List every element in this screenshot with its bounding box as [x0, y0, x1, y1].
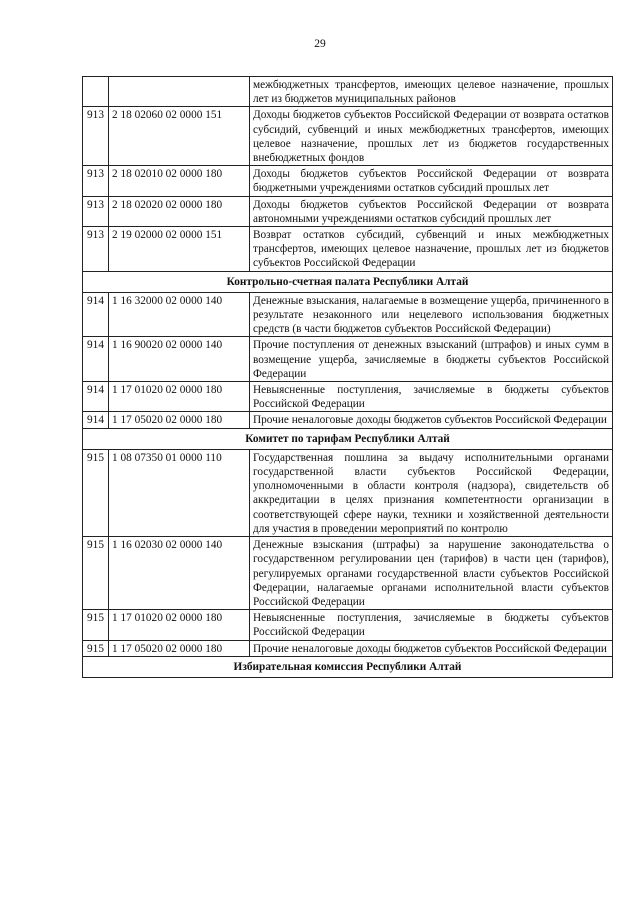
- income-name-cell: Доходы бюджетов субъектов Российской Федерации от возврата автономными учреждениями остатков субсидий прошлых лет: [250, 196, 613, 226]
- admin-code-cell: 913: [83, 227, 109, 272]
- budget-code-cell: 1 16 32000 02 0000 140: [109, 292, 250, 337]
- income-name-cell: Возврат остатков субсидий, субвенций и иных межбюджетных трансфертов, имеющих целевое назначение, прошлых лет из бюджетов субъектов Российской Федерации: [250, 227, 613, 272]
- budget-code-cell: 2 18 02010 02 0000 180: [109, 166, 250, 196]
- admin-code-cell: 914: [83, 292, 109, 337]
- section-header-row: [83, 271, 613, 292]
- table-row: [83, 610, 613, 640]
- income-name-cell: Доходы бюджетов субъектов Российской Федерации от возврата бюджетными учреждениями остатков субсидий прошлых лет: [250, 166, 613, 196]
- admin-code-cell: 915: [83, 449, 109, 536]
- budget-code-cell: 1 08 07350 01 0000 110: [109, 449, 250, 536]
- table-body: [83, 77, 613, 678]
- admin-code-cell: 914: [83, 412, 109, 428]
- table-row: [83, 337, 613, 382]
- table-row: [83, 227, 613, 272]
- table-row: [83, 412, 613, 428]
- income-name-cell: Прочие поступления от денежных взысканий (штрафов) и иных сумм в возмещение ущерба, зачисляемые в бюджеты субъектов Российской Федерации: [250, 337, 613, 382]
- budget-code-cell: 1 17 05020 02 0000 180: [109, 640, 250, 656]
- income-name-cell: Денежные взыскания, налагаемые в возмещение ущерба, причиненного в результате незаконного или нецелевого использования бюджетных средств (в части бюджетов субъектов Российской Федерации): [250, 292, 613, 337]
- table-row: [83, 77, 613, 107]
- admin-code-cell: 913: [83, 196, 109, 226]
- table-row: [83, 196, 613, 226]
- budget-code-cell: 1 16 02030 02 0000 140: [109, 537, 250, 610]
- income-name-cell: Прочие неналоговые доходы бюджетов субъектов Российской Федерации: [250, 640, 613, 656]
- table-row: [83, 382, 613, 412]
- admin-code-cell: 914: [83, 337, 109, 382]
- table-row: [83, 449, 613, 536]
- table-row: [83, 107, 613, 166]
- income-name-cell: Денежные взыскания (штрафы) за нарушение законодательства о государственном регулировании цен (тарифов) в части цен (тарифов), регулируемых органами государственной власти субъектов Российской Федерации, налагаемые органами исполнительной власти субъектов Российской Федерации: [250, 537, 613, 610]
- table-row: [83, 166, 613, 196]
- income-name-cell: Государственная пошлина за выдачу исполнительными органами государственной власти субъектов Российской Федерации, уполномоченными в области контроля (надзора), свидетельств об аккредитации в целях признания компетентности организации в соответствующей сфере науки, техники и хозяйственной деятельности для участия в проведении мероприятий по контролю: [250, 449, 613, 536]
- budget-code-cell: 2 18 02060 02 0000 151: [109, 107, 250, 166]
- budget-code-cell: 2 19 02000 02 0000 151: [109, 227, 250, 272]
- budget-code-cell: 2 18 02020 02 0000 180: [109, 196, 250, 226]
- section-header-row: [83, 656, 613, 677]
- admin-code-cell: 913: [83, 166, 109, 196]
- admin-code-cell: 915: [83, 640, 109, 656]
- income-name-cell: межбюджетных трансфертов, имеющих целевое назначение, прошлых лет из бюджетов муниципальных районов: [250, 77, 613, 107]
- table-row: [83, 292, 613, 337]
- section-title: Контрольно-счетная палата Республики Алтай: [83, 271, 613, 292]
- income-name-cell: Прочие неналоговые доходы бюджетов субъектов Российской Федерации: [250, 412, 613, 428]
- admin-code-cell: 915: [83, 537, 109, 610]
- budget-code-cell: 1 16 90020 02 0000 140: [109, 337, 250, 382]
- admin-code-cell: [83, 77, 109, 107]
- budget-code-cell: [109, 77, 250, 107]
- table-row: [83, 640, 613, 656]
- budget-classification-table: [82, 76, 613, 678]
- income-name-cell: Невыясненные поступления, зачисляемые в бюджеты субъектов Российской Федерации: [250, 610, 613, 640]
- admin-code-cell: 913: [83, 107, 109, 166]
- budget-code-cell: 1 17 01020 02 0000 180: [109, 610, 250, 640]
- budget-code-cell: 1 17 05020 02 0000 180: [109, 412, 250, 428]
- admin-code-cell: 914: [83, 382, 109, 412]
- table-row: [83, 537, 613, 610]
- section-title: Комитет по тарифам Республики Алтай: [83, 428, 613, 449]
- section-header-row: [83, 428, 613, 449]
- budget-code-cell: 1 17 01020 02 0000 180: [109, 382, 250, 412]
- admin-code-cell: 915: [83, 610, 109, 640]
- section-title: Избирательная комиссия Республики Алтай: [83, 656, 613, 677]
- income-name-cell: Доходы бюджетов субъектов Российской Федерации от возврата остатков субсидий, субвенций и иных межбюджетных трансфертов, имеющих целевое назначение, прошлых лет из бюджетов государственных внебюджетных фондов: [250, 107, 613, 166]
- income-name-cell: Невыясненные поступления, зачисляемые в бюджеты субъектов Российской Федерации: [250, 382, 613, 412]
- page-number: 29: [314, 38, 326, 50]
